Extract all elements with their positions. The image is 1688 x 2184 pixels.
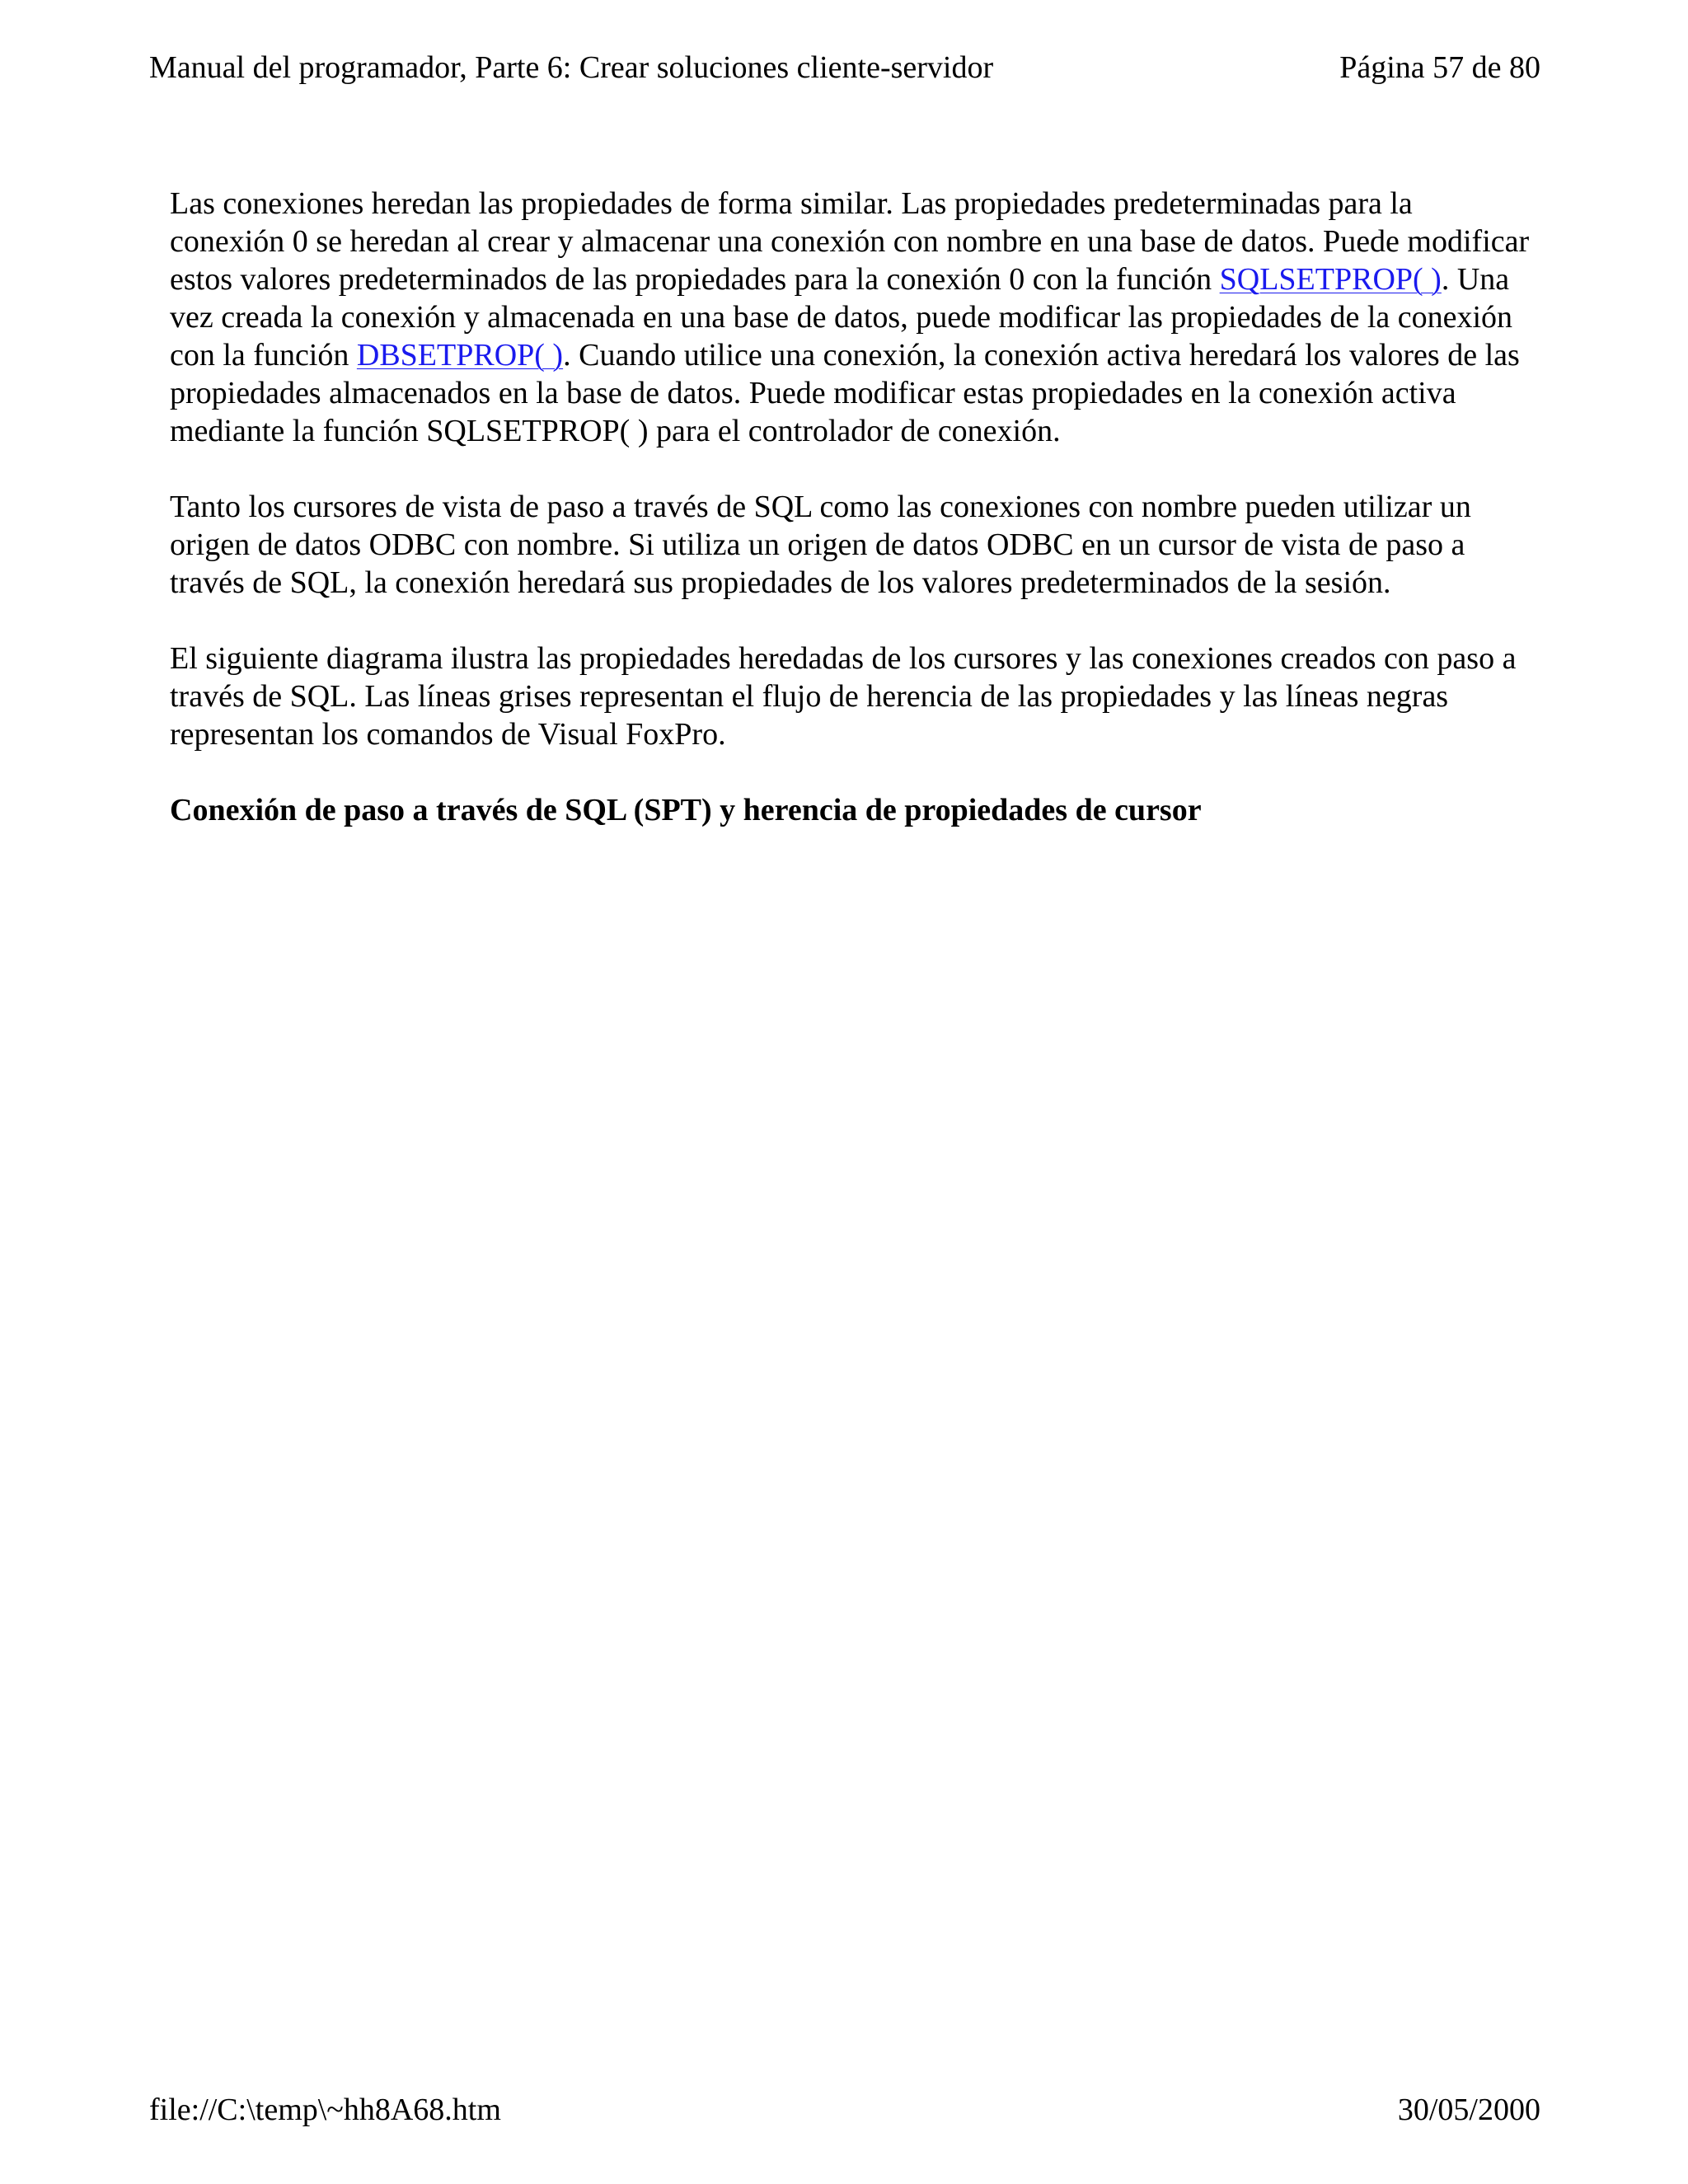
file-path: file://C:\temp\~hh8A68.htm xyxy=(149,2093,501,2127)
paragraph-connection-inheritance xyxy=(170,185,1530,450)
page-indicator: Página 57 de 80 xyxy=(1339,50,1540,85)
sqlsetprop-link[interactable]: SQLSETPROP( ) xyxy=(1219,262,1442,297)
paragraph-text: . Una vez creada la conexión y almacenada en una base de datos, puede modificar las propiedades de la conexión con la función xyxy=(170,262,1513,373)
page-footer xyxy=(149,2088,1540,2138)
paragraph-diagram-intro: El siguiente diagrama ilustra las propiedades heredadas de los cursores y las conexiones creados con paso a través de SQL. Las líneas grises representan el flujo de herencia de las propiedades y las líneas negras representan los comandos de Visual FoxPro. xyxy=(170,641,1517,752)
document-title: Manual del programador, Parte 6: Crear soluciones cliente-servidor xyxy=(149,50,994,85)
paragraph-text: Las conexiones heredan las propiedades de forma similar. Las propiedades predeterminadas para la conexión 0 se heredan al crear y almacenar una conexión con nombre en una base de datos. Puede modificar estos valores predeterminados de las propiedades para la conexión 0 con la función xyxy=(170,186,1530,297)
print-date: 30/05/2000 xyxy=(1397,2093,1540,2127)
dbsetprop-link[interactable]: DBSETPROP( ) xyxy=(356,338,564,373)
paragraph-odbc-source: Tanto los cursores de vista de paso a través de SQL como las conexiones con nombre pueden utilizar un origen de datos ODBC con nombre. Si utiliza un origen de datos ODBC en un cursor de vista de paso a través de SQL, la conexión heredará sus propiedades de los valores predeterminados de la sesión. xyxy=(170,490,1471,600)
diagram-caption: Conexión de paso a través de SQL (SPT) y herencia de propiedades de cursor xyxy=(170,793,1202,827)
page-header xyxy=(149,46,1540,96)
document-body xyxy=(170,185,1530,867)
paragraph-text: . Cuando utilice una conexión, la conexión activa heredará los valores de las propiedades almacenados en la base de datos. Puede modificar estas propiedades en la conexión activa mediante la función SQLSETPROP( ) para el controlador de conexión. xyxy=(170,338,1520,448)
